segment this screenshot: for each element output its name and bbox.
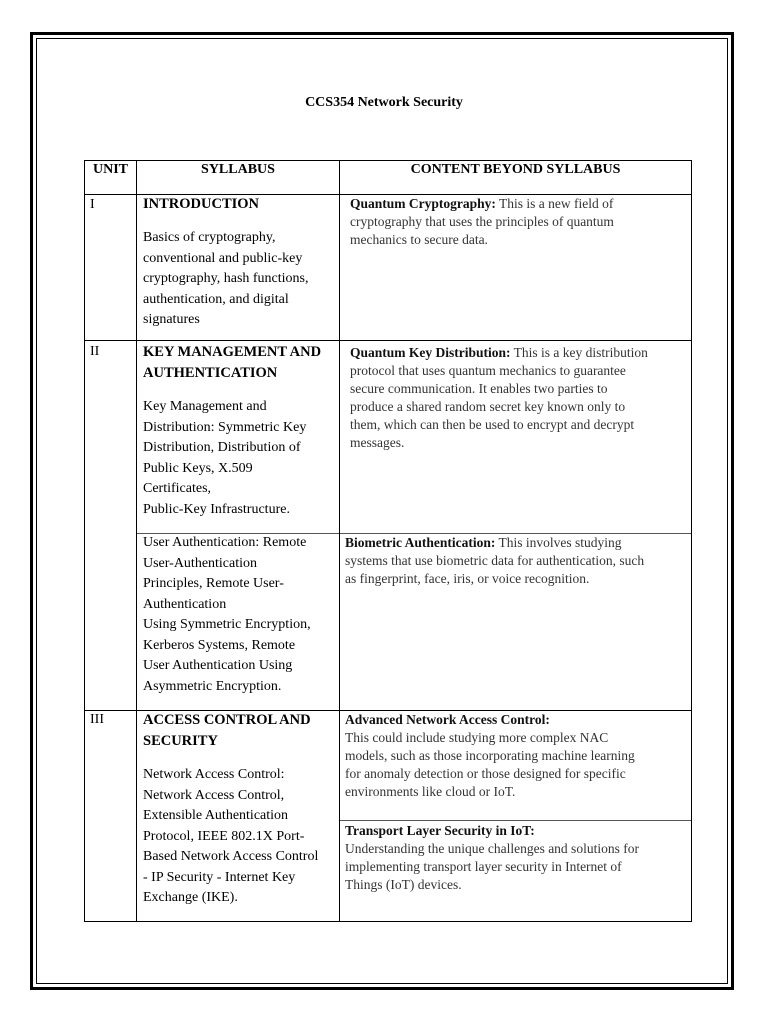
- beyond-cell-1: Quantum Cryptography: This is a new field of cryptography that uses the principles of quantum mechanics to secure data.: [350, 196, 614, 247]
- header-unit: UNIT: [92, 162, 128, 177]
- table-right-border: [691, 160, 692, 922]
- row1-bottom-border: [84, 340, 692, 341]
- col1-border: [136, 160, 137, 922]
- syllabus-cell-4: ACCESS CONTROL AND SECURITY Network Access Control: Network Access Control, Extensible Authentication Protocol, IEEE 802.1X Port- Based Network Access Control - IP Security - Internet Key Exchange (IKE).: [143, 710, 338, 909]
- beyond-title: Advanced Network Access Control:: [345, 712, 550, 727]
- beyond-title: Transport Layer Security in IoT:: [345, 823, 535, 838]
- beyond-title: Quantum Cryptography:: [350, 196, 496, 211]
- beyond-cell-2: Quantum Key Distribution: This is a key distribution protocol that uses quantum mechanics to guarantee secure communication. It enables two parties to produce a shared random secret key known only to them, which can then be used to encrypt and decrypt messages.: [350, 345, 648, 450]
- section-heading: ACCESS CONTROL AND: [143, 712, 311, 728]
- unit-2: II: [90, 344, 100, 359]
- beyond-cell-3: Biometric Authentication: This involves studying systems that use biometric data for authentication, such as fingerprint, face, iris, or voice recognition.: [345, 535, 645, 586]
- syllabus-cell-2: KEY MANAGEMENT AND AUTHENTICATION Key Management and Distribution: Symmetric Key Distribution, Distribution of Public Keys, X.509 Certificates, Public-Key Infrastructure.: [143, 342, 338, 520]
- header-beyond: CONTENT BEYOND SYLLABUS: [410, 162, 621, 177]
- page-title: CCS354 Network Security: [305, 95, 463, 110]
- col2-border: [339, 160, 340, 922]
- beyond-title: Quantum Key Distribution:: [350, 345, 511, 360]
- row3-beyond-split: [339, 820, 692, 821]
- beyond-cell-4: Advanced Network Access Control: This could include studying more complex NAC models, such as those incorporating machine learning for anomaly detection or those designed for specific environments like cloud or IoT.: [345, 712, 635, 799]
- section-heading: AUTHENTICATION: [143, 365, 278, 381]
- syllabus-cell-1: INTRODUCTION Basics of cryptography, conventional and public-key cryptography, hash functions, authentication, and digital signatures: [143, 194, 338, 331]
- section-heading: KEY MANAGEMENT AND: [143, 344, 322, 360]
- unit-3: III: [90, 712, 104, 727]
- section-heading: INTRODUCTION: [143, 196, 260, 212]
- syllabus-cell-3: User Authentication: Remote User-Authentication Principles, Remote User- Authentication Using Symmetric Encryption, Kerberos Systems, Remote User Authentication Using Asymmetric Encryption.: [143, 535, 311, 694]
- unit-1: I: [90, 197, 95, 212]
- section-heading: SECURITY: [143, 733, 218, 749]
- table-left-border: [84, 160, 85, 922]
- beyond-cell-5: Transport Layer Security in IoT: Understanding the unique challenges and solutions for implementing transport layer security in Internet of Things (IoT) devices.: [345, 823, 639, 892]
- table-top-border: [84, 160, 692, 161]
- table-bottom-border: [84, 921, 692, 922]
- beyond-title: Biometric Authentication:: [345, 535, 496, 550]
- header-syllabus: SYLLABUS: [201, 162, 275, 177]
